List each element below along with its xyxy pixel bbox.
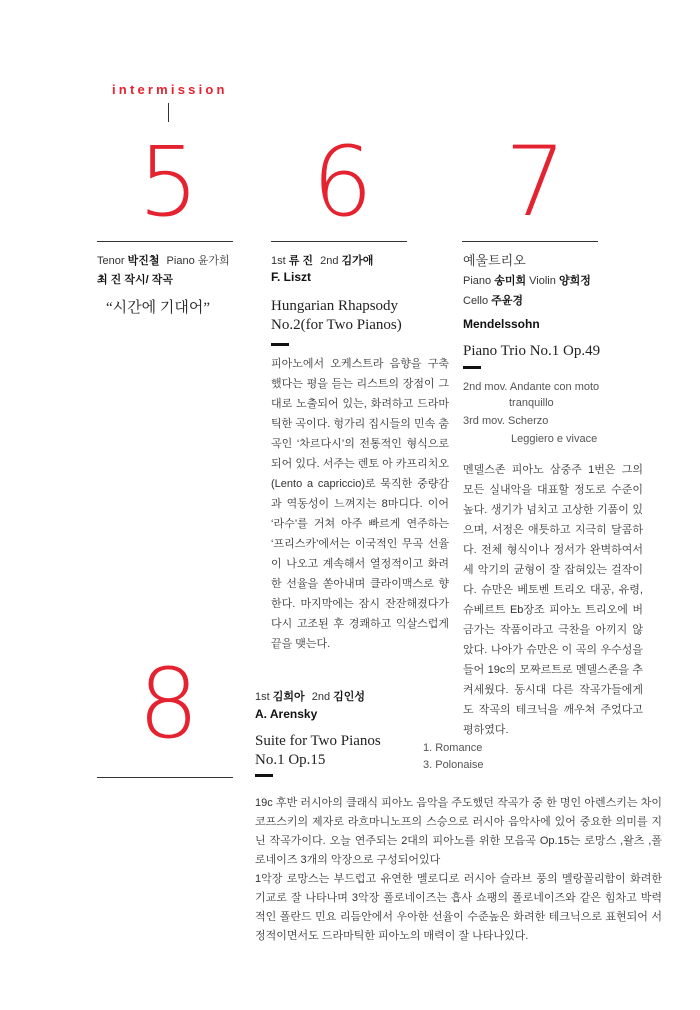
- performer-tenor: 박진철: [127, 255, 160, 267]
- performer-2nd-8: 김인성: [333, 691, 366, 703]
- movement-7-2nd-a: 2nd mov. Andante con moto: [463, 381, 600, 393]
- ordinal-1st: 1st: [271, 255, 286, 267]
- performer-cello-7: 주윤경: [491, 295, 524, 307]
- composer-6: F. Liszt: [271, 270, 312, 284]
- title-bar-8: [255, 774, 273, 777]
- work-title-8-line1: Suite for Two Pianos: [255, 733, 381, 749]
- performer-violin-7: 양희정: [558, 275, 591, 287]
- description-6: 피아노에서 오케스트라 음향을 구축했다는 평을 듣는 리스트의 장점이 그대로 노출되어 있는, 화려하고 드라마틱한 곡이다. 헝가리 집시들의 민속 춤곡인 ‘차르다시’의 전통적인 형식으로 되어 있다. 서주는 렌토 아 카프리치오(Lento a capriccio)로 묵직한 중량감과 역동성이 느껴지는 8마디다. 이어 ‘라수’를 거쳐 아주 빠르게 연주하는 ‘프리스카’에서는 이국적인 무곡 선율이 나오고 계속해서 열정적이고 화려한 선율을 쏟아내며 클라이맥스로 향한다. 마지막에는 잠시 잔잔해졌다가 다시 고조된 후 경쾌하고 익살스럽게 끝을 맺는다.: [271, 358, 449, 650]
- role-violin-7: Violin: [529, 275, 556, 287]
- performers-5: [97, 252, 230, 268]
- credit-5: 최 진 작시/ 작곡: [97, 274, 173, 286]
- performer-1st-8: 김희아: [272, 691, 305, 703]
- work-title-6-line1: Hungarian Rhapsody: [271, 298, 399, 314]
- program-number-8: 8: [138, 648, 200, 760]
- performer-piano-7: 송미희: [494, 275, 527, 287]
- divider-6: [271, 241, 407, 242]
- performers-7-line2: [463, 292, 523, 308]
- role-piano-7: Piano: [463, 275, 492, 287]
- work-title-8-line2: No.1 Op.15: [255, 752, 326, 768]
- description-8-para2: 1악장 로망스는 부드럽고 유연한 멜로디로 러시아 슬라브 풍의 멜랑꼴리함이 화려한 기교로 잘 나타나며 3악장 폴로네이즈는 흡사 쇼팽의 폴로네이즈와 같은 힘차고 박력적인 폴란드 민요 리듬안에서 우아한 선율이 수준높은 화려한 테크닉으로 표현되어 서정적이면서도 드라마틱한 피아노의 매력이 잘 나타나있다.: [255, 873, 662, 942]
- performers-8: [255, 688, 365, 704]
- description-7: 멘델스존 피아노 삼중주 1번은 그의 모든 실내악을 대표할 정도로 수준이 높다. 생기가 넘치고 고상한 기품이 있으며, 서정은 애틋하고 지극히 달콤하다. 전체 형식이나 정서가 완벽하여서 세 악기의 균형이 잘 잡혀있는 걸작이다. 슈만은 베토벤 트리오 대공, 유령, 슈베르트 Eb장조 피아노 트리오에 버금가는 작품이라고 극찬을 아끼지 않았다. 나아가 슈만은 이 곡의 우수성을 들어 19c의 모짜르트로 멘델스존을 추켜세웠다. 동시대 다른 작곡가들에게도 작곡의 테크닉을 깨우쳐 주었다고 평하였다.: [463, 464, 643, 736]
- composer-7: Mendelssohn: [463, 317, 540, 331]
- performers-7-line1: [463, 272, 591, 288]
- role-tenor: Tenor: [97, 255, 125, 267]
- role-piano: Piano: [166, 255, 195, 267]
- program-number-5: 5: [138, 126, 200, 238]
- performer-1st: 류 진: [288, 255, 314, 267]
- movement-8-1: 1. Romance: [423, 742, 483, 754]
- performers-6: [271, 252, 373, 268]
- work-title-5: “시간에 기대어”: [106, 300, 211, 316]
- performer-2nd: 김가애: [341, 255, 374, 267]
- composer-8: A. Arensky: [255, 707, 318, 721]
- performer-piano: 윤가희: [197, 255, 230, 267]
- description-8-para1: 19c 후반 러시아의 클래식 피아노 음악을 주도했던 작곡가 중 한 명인 아렌스키는 차이코프스키의 제자로 라흐마니노프의 스승으로 러시아 음악사에 있어 중요한 의미를 지닌 작곡가이다. 오늘 연주되는 2대의 피아노를 위한 모음곡 Op.15는 로망스 ,왈츠 ,폴로네이즈 3개의 악장으로 구성되어있다: [255, 797, 662, 866]
- movement-7-2nd-b: tranquillo: [509, 397, 554, 409]
- ensemble-7: 예울트리오: [463, 253, 526, 268]
- divider-5: [97, 241, 233, 242]
- divider-7: [462, 241, 598, 242]
- program-number-6: 6: [312, 126, 374, 238]
- intermission-label: intermission: [112, 82, 228, 97]
- movement-7-3rd: [463, 413, 597, 447]
- program-number-7: 7: [505, 126, 567, 238]
- movement-7-2nd: [463, 379, 599, 411]
- intermission-tick: [168, 103, 169, 122]
- movement-7-3rd-a: 3rd mov. Scherzo: [463, 415, 549, 427]
- movement-8-3: 3. Polonaise: [423, 759, 484, 771]
- movement-7-3rd-b: Leggiero e vivace: [511, 433, 598, 445]
- divider-8: [97, 777, 233, 778]
- title-bar-6: [271, 343, 289, 346]
- role-cello-7: Cello: [463, 295, 489, 307]
- ordinal-1st-8: 1st: [255, 691, 270, 703]
- title-bar-7: [463, 366, 481, 369]
- ordinal-2nd: 2nd: [320, 255, 339, 267]
- work-title-7: Piano Trio No.1 Op.49: [463, 343, 601, 359]
- work-title-6-line2: No.2(for Two Pianos): [271, 317, 402, 333]
- ordinal-2nd-8: 2nd: [311, 691, 331, 703]
